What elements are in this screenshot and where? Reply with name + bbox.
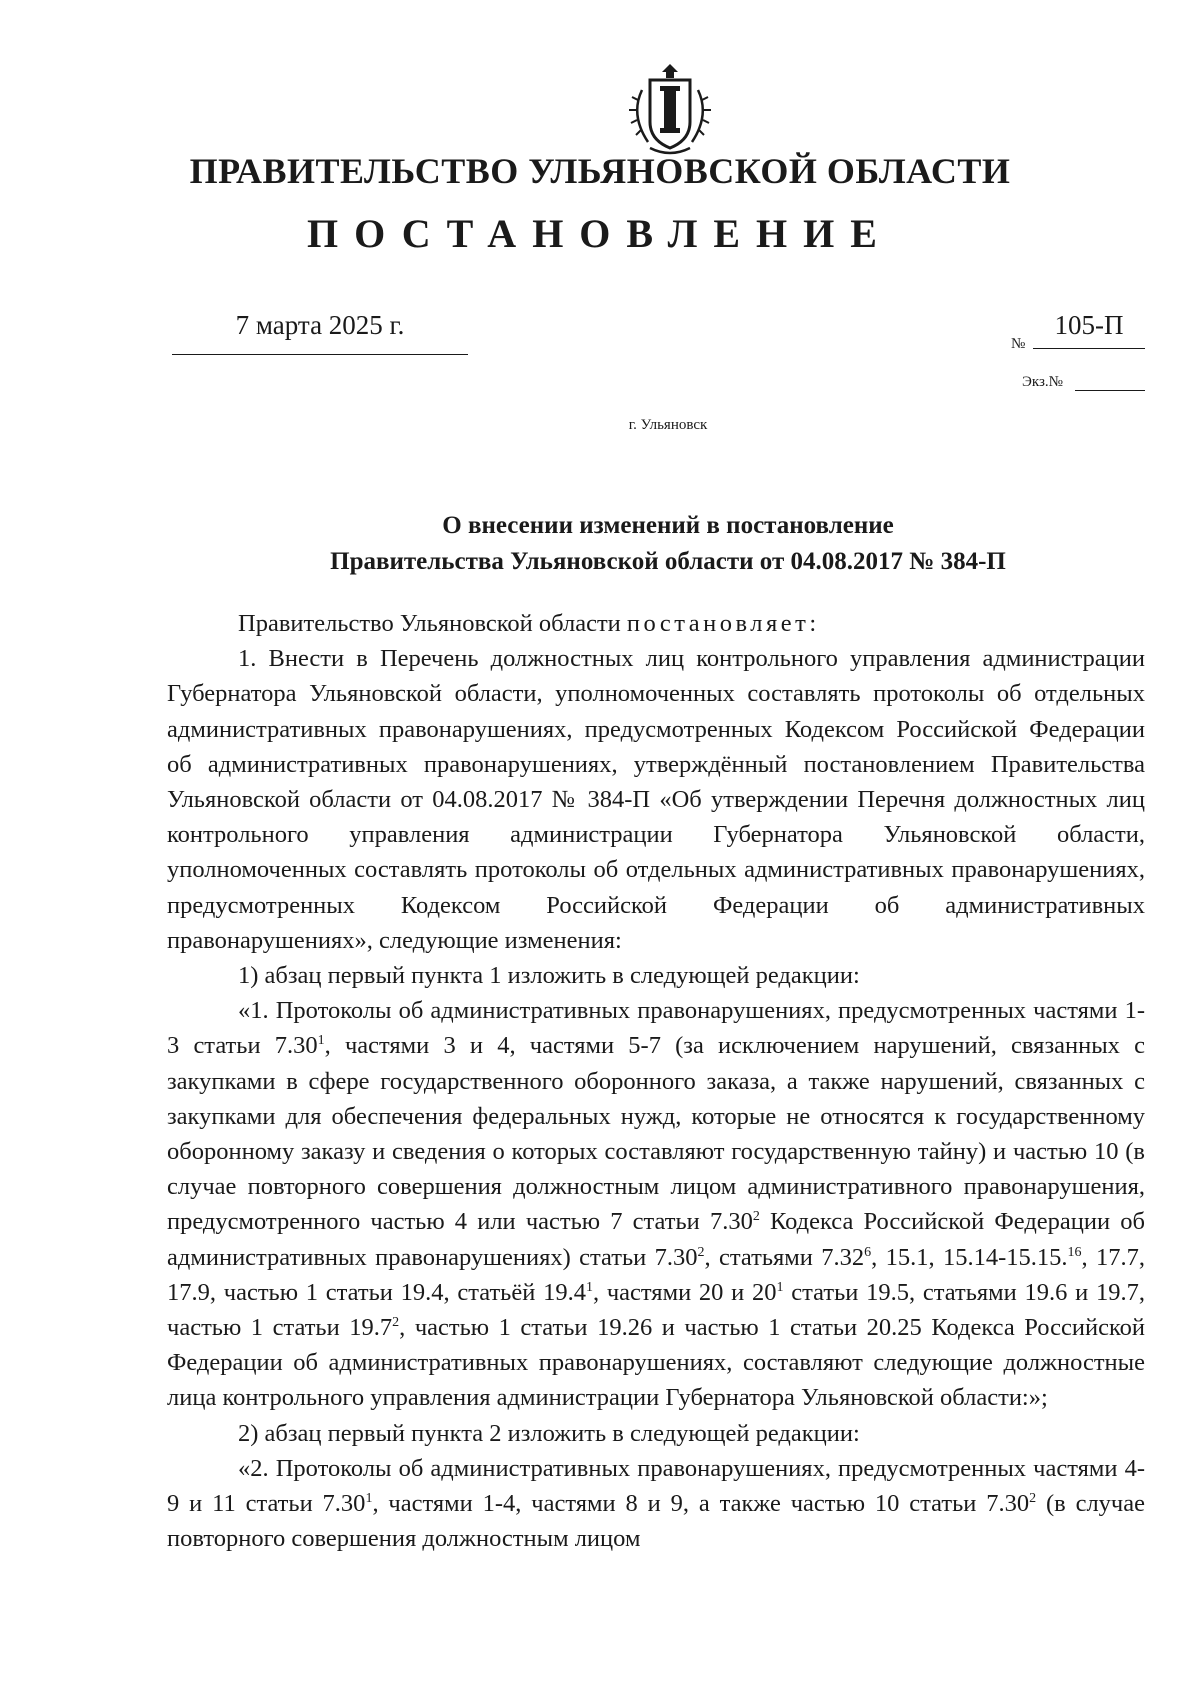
intro-paragraph bbox=[167, 606, 1145, 641]
text-run: , статьями 7.32 bbox=[704, 1243, 865, 1271]
copy-number-label: Экз.№ bbox=[1022, 374, 1063, 390]
text-run: , частями 3 и 4, частями 5-7 (за исключением нарушений, связанных с закупками в сфере государственного оборонного заказа, а также нарушений, связанных с закупками для обеспечения федеральных нужд, которые не относятся к государственному оборонному заказу и сведения о которых составляют государственную тайну) и частью 10 (в случае повторного совершения должностным лицом административного правонарушения, предусмотренного частью 4 или частью 7 статьи 7.30 bbox=[167, 1032, 1145, 1236]
superscript: 1 bbox=[317, 1033, 325, 1049]
subject-line-2: Правительства Ульяновской области от 04.08.2017 № 384-П bbox=[330, 548, 1006, 575]
paragraph-5 bbox=[167, 1451, 1145, 1557]
superscript: 2 bbox=[752, 1209, 760, 1225]
text-run: статьи 19.5, статьями 19.6 и 19.7, частью 1 статьи 19.7 bbox=[167, 1278, 1146, 1342]
text-run: , частями 20 и 20 bbox=[592, 1278, 777, 1306]
copy-number-line bbox=[1075, 390, 1145, 391]
paragraph-3 bbox=[167, 993, 1145, 1415]
document-type-title: ПОСТАНОВЛЕНИЕ bbox=[307, 211, 893, 256]
text-run: , 15.1, 15.14-15.15. bbox=[871, 1243, 1068, 1271]
superscript: 16 bbox=[1067, 1244, 1082, 1260]
paragraph-2: 1) абзац первый пункта 1 изложить в следующей редакции: bbox=[238, 962, 860, 990]
text-run: , частью 1 статьи 19.26 и частью 1 статьи 20.25 Кодекса Российской Федерации об административных правонарушениях, составляют следующие должностные лица контрольного управления администрации Губернатора Ульяновской области:»; bbox=[167, 1314, 1145, 1412]
intro-text: Правительство Ульяновской области bbox=[238, 610, 627, 637]
document-number: 105-П bbox=[1033, 310, 1145, 349]
text-run: Кодекса Российской Федерации об административных правонарушениях) статьи 7.30 bbox=[167, 1208, 1145, 1271]
superscript: 1 bbox=[585, 1279, 593, 1295]
paragraph-4: 2) абзац первый пункта 2 изложить в следующей редакции: bbox=[238, 1419, 860, 1447]
superscript: 1 bbox=[776, 1279, 784, 1295]
document-subject bbox=[0, 508, 1200, 580]
government-title: ПРАВИТЕЛЬСТВО УЛЬЯНОВСКОЙ ОБЛАСТИ bbox=[189, 151, 1011, 191]
text-run: «2. Протоколы об административных правонарушениях, предусмотренных частями 4-9 и 11 статьи 7.30 bbox=[167, 1454, 1145, 1518]
paragraph-1: 1. Внести в Перечень должностных лиц контрольного управления администрации Губернатора Ульяновской области, уполномоченных составлять протоколы об отдельных административных правонарушениях, предусмотренных Кодексом Российской Федерации об административных правонарушениях, утверждённый постановлением Правительства Ульяновской области от 04.08.2017 № 384-П «Об утверждении Перечня должностных лиц контрольного управления администрации Губернатора Ульяновской области, уполномоченных составлять протоколы об отдельных административных правонарушениях, предусмотренных Кодексом Российской Федерации об административных правонарушениях», следующие изменения: bbox=[167, 645, 1145, 954]
text-run: , 17.7, 17.9, частью 1 статьи 19.4, статьёй 19.4 bbox=[167, 1243, 1145, 1306]
superscript: 2 bbox=[392, 1314, 400, 1330]
text-run: (в случае повторного совершения должностным лицом bbox=[167, 1490, 1145, 1553]
superscript: 1 bbox=[365, 1490, 373, 1506]
ulyanovsk-coat-of-arms-icon bbox=[620, 60, 720, 160]
text-run: , частями 1-4, частями 8 и 9, а также частью 10 статьи 7.30 bbox=[372, 1490, 1030, 1518]
text-run: «1. Протоколы об административных правонарушениях, предусмотренных частями 1-3 статьи 7.30 bbox=[167, 997, 1145, 1060]
document-date: 7 марта 2025 г. bbox=[172, 310, 468, 355]
number-sign: № bbox=[1011, 336, 1026, 352]
intro-spaced-verb: постановляет: bbox=[626, 610, 820, 637]
document-body bbox=[167, 606, 1145, 1556]
superscript: 6 bbox=[864, 1244, 872, 1260]
city-label: г. Ульяновск bbox=[628, 417, 708, 433]
subject-line-1: О внесении изменений в постановление bbox=[442, 512, 894, 539]
superscript: 2 bbox=[697, 1244, 705, 1260]
superscript: 2 bbox=[1029, 1490, 1037, 1506]
